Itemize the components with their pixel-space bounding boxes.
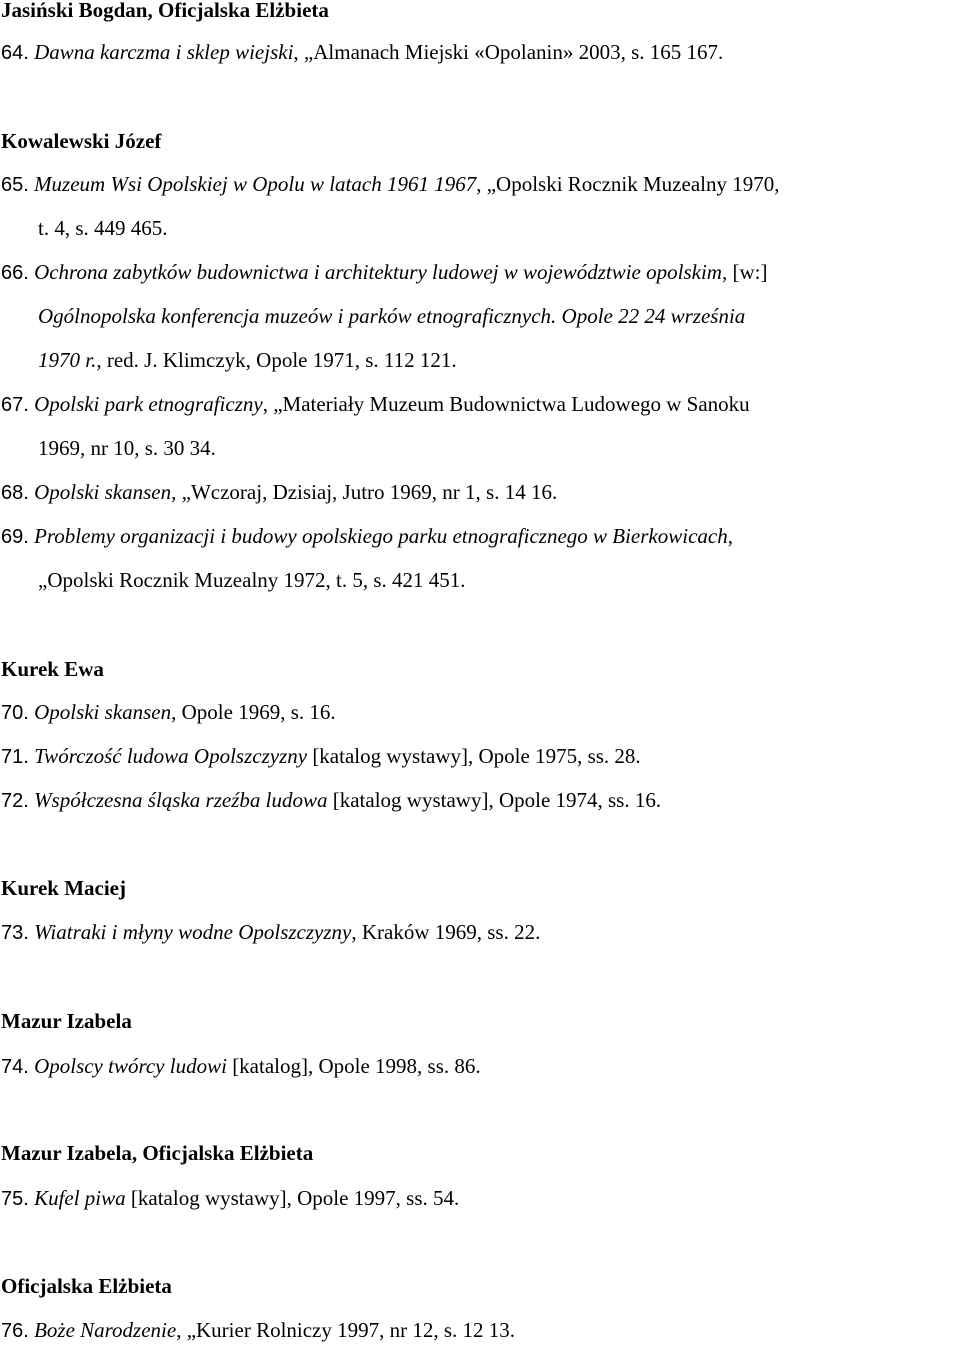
entry-text: , „Wczoraj, Dzisiaj, Jutro 1969, nr 1, s. 14 16.	[171, 480, 558, 504]
entry-title: 1970 r.	[38, 348, 97, 372]
entry-number: 71.	[1, 746, 29, 768]
entry-text: , „Materiały Muzeum Budownictwa Ludowego w Sanoku	[262, 392, 750, 416]
entry-line	[1, 42, 723, 63]
entry-line	[1, 262, 767, 283]
author-heading: Kurek Maciej	[1, 876, 126, 900]
entry-number: 68.	[1, 482, 29, 504]
entry-line	[1, 482, 557, 503]
entry-title: Ogólnopolska konferencja muzeów i parków etnograficznych. Opole 22 24 września	[38, 304, 746, 328]
entry-text: , „Opolski Rocznik Muzealny 1970,	[476, 172, 780, 196]
entry-line	[1, 1320, 515, 1341]
entry-text: [katalog wystawy], Opole 1975, ss. 28.	[307, 744, 641, 768]
entry-number: 69.	[1, 526, 29, 548]
entry-title: Dawna karczma i sklep wiejski	[34, 40, 294, 64]
entry-line	[1, 1056, 481, 1077]
entry-title: Współczesna śląska rzeźba ludowa	[34, 788, 328, 812]
entry-title: Opolski park etnograficzny	[34, 392, 263, 416]
entry-title: Boże Narodzenie	[34, 1318, 177, 1342]
entry-continuation-line	[38, 306, 745, 327]
entry-text: , „Almanach Miejski «Opolanin» 2003, s. 165 167.	[293, 40, 724, 64]
entry-text: t. 4, s. 449 465.	[38, 216, 168, 240]
entry-title: Opolski skansen	[34, 480, 172, 504]
entry-number: 64.	[1, 42, 29, 64]
entry-continuation-line	[38, 218, 168, 239]
entry-continuation-line	[38, 570, 466, 591]
entry-continuation-line	[38, 350, 457, 371]
author-heading: Kowalewski Józef	[1, 129, 162, 153]
entry-text: [katalog wystawy], Opole 1974, ss. 16.	[327, 788, 662, 812]
entry-text: 1969, nr 10, s. 30 34.	[38, 436, 216, 460]
entry-number: 66.	[1, 262, 29, 284]
entry-line	[1, 790, 661, 811]
entry-title: Ochrona zabytków budownictwa i architektury ludowej w województwie opolskim	[34, 260, 722, 284]
entry-continuation-line	[38, 438, 216, 459]
entry-line	[1, 746, 641, 767]
entry-title: Twórczość ludowa Opolszczyzny	[34, 744, 308, 768]
entry-text: [katalog], Opole 1998, ss. 86.	[226, 1054, 481, 1078]
entry-text: , Opole 1969, s. 16.	[171, 700, 336, 724]
entry-title: Kufel piwa	[34, 1186, 126, 1210]
entry-line	[1, 174, 779, 195]
entry-title: Opolski skansen	[34, 700, 172, 724]
entry-text: , red. J. Klimczyk, Opole 1971, s. 112 121.	[96, 348, 457, 372]
author-heading: Oficjalska Elżbieta	[1, 1274, 172, 1298]
entry-text: , Kraków 1969, ss. 22.	[351, 920, 541, 944]
entry-number: 72.	[1, 790, 29, 812]
entry-number: 70.	[1, 702, 29, 724]
entry-title: Opolscy twórcy ludowi	[34, 1054, 227, 1078]
entry-number: 75.	[1, 1188, 29, 1210]
author-heading: Mazur Izabela, Oficjalska Elżbieta	[1, 1141, 314, 1165]
entry-number: 76.	[1, 1320, 29, 1342]
author-heading: Kurek Ewa	[1, 657, 104, 681]
author-heading: Jasiński Bogdan, Oficjalska Elżbieta	[1, 0, 329, 22]
entry-line	[1, 702, 336, 723]
entry-number: 67.	[1, 394, 29, 416]
entry-line	[1, 526, 733, 547]
entry-text: ,	[727, 524, 733, 548]
entry-line	[1, 922, 540, 943]
entry-number: 73.	[1, 922, 29, 944]
entry-line	[1, 394, 750, 415]
entry-line	[1, 1188, 459, 1209]
entry-number: 65.	[1, 174, 29, 196]
entry-text: , [w:]	[721, 260, 768, 284]
entry-text: , „Kurier Rolniczy 1997, nr 12, s. 12 13.	[176, 1318, 516, 1342]
entry-title: Wiatraki i młyny wodne Opolszczyzny	[34, 920, 352, 944]
entry-text: [katalog wystawy], Opole 1997, ss. 54.	[125, 1186, 460, 1210]
author-heading: Mazur Izabela	[1, 1009, 132, 1033]
entry-title: Muzeum Wsi Opolskiej w Opolu w latach 1961 1967	[34, 172, 477, 196]
entry-title: Problemy organizacji i budowy opolskiego parku etnograficznego w Bierkowicach	[34, 524, 728, 548]
entry-number: 74.	[1, 1056, 29, 1078]
entry-text: „Opolski Rocznik Muzealny 1972, t. 5, s. 421 451.	[38, 568, 466, 592]
